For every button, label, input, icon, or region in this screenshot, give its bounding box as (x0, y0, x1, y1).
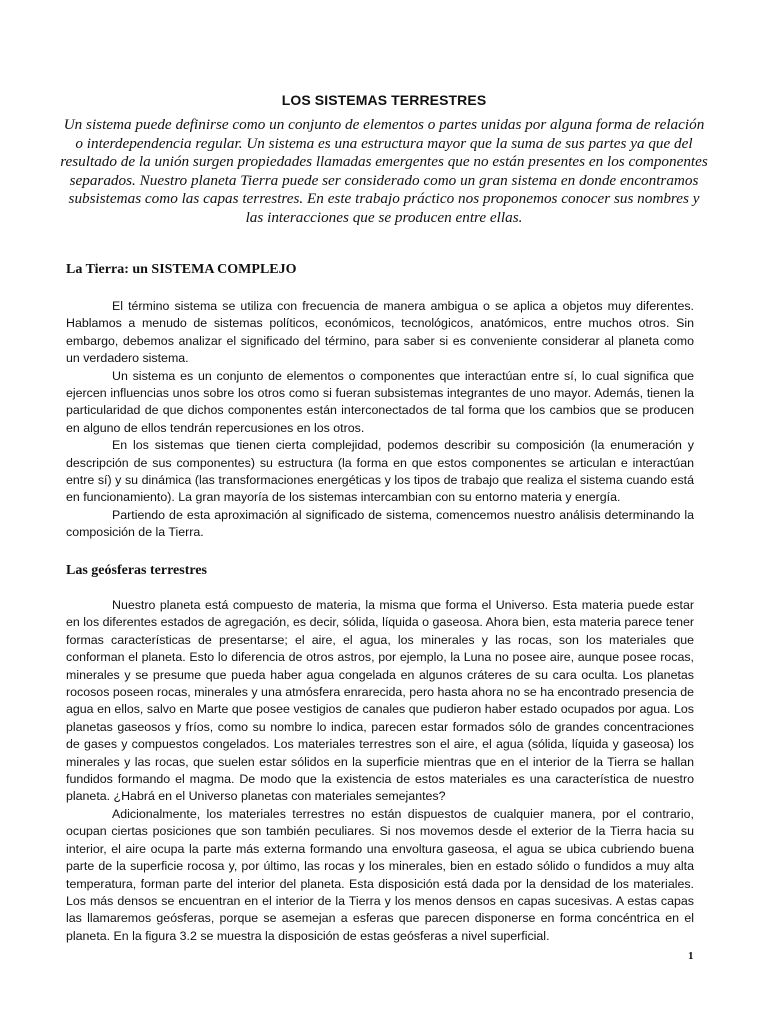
intro-paragraph: Un sistema puede definirse como un conjunto de elementos o partes unidas por alguna forma de relación o interdependencia regular. Un sistema es una estructura mayor que la suma de sus partes ya que del resultado de la unión surgen propiedades llamadas emergentes que no están presentes en los componentes separados. Nuestro planeta Tierra puede ser considerado como un gran sistema en donde encontramos subsistemas como las capas terrestres. En este trabajo práctico nos proponemos conocer sus nombres y las interacciones que se producen entre ellas. (60, 116, 708, 226)
section-heading-sistema-complejo: La Tierra: un SISTEMA COMPLEJO (66, 262, 297, 277)
paragraph: El término sistema se utiliza con frecuencia de manera ambigua o se aplica a objetos muy diferentes. Hablamos a menudo de sistemas políticos, económicos, tecnológicos, anatómicos, entre muchos otros. Sin embargo, debemos analizar el significado del término, para saber si es conveniente considerar al planeta como un verdadero sistema. (66, 299, 694, 366)
section-body-geosferas (66, 597, 694, 945)
document-title: LOS SISTEMAS TERRESTRES (281, 92, 487, 108)
section-body-sistema-complejo (66, 298, 694, 542)
section-heading-geosferas: Las geósferas terrestres (66, 563, 207, 578)
paragraph: Adicionalmente, los materiales terrestres no están dispuestos de cualquier manera, por el contrario, ocupan ciertas posiciones que son también peculiares. Si nos movemos desde el exterior de la Tierra hacia su interior, el aire ocupa la parte más externa formando una envoltura gaseosa, el agua se ubica cubriendo buena parte de la superficie rocosa y, por último, las rocas y los minerales, bien en estado sólido o fundidos a muy alta temperatura, forman parte del interior del planeta. Esta disposición está dada por la densidad de los materiales. Los más densos se encuentran en el interior de la Tierra y los menos densos en capas sucesivas. A estas capas las llamaremos geósferas, porque se asemejan a esferas que parecen disponerse en forma concéntrica en el planeta. En la figura 3.2 se muestra la disposición de estas geósferas a nivel superficial. (66, 806, 694, 943)
paragraph: Nuestro planeta está compuesto de materia, la misma que forma el Universo. Esta materia puede estar en los diferentes estados de agregación, es decir, sólida, líquida o gaseosa. Ahora bien, esta materia parece tener formas características de presentarse; el aire, el agua, los minerales y las rocas, son los materiales que conforman el planeta. Esto lo diferencia de otros astros, por ejemplo, la Luna no posee aire, aunque posee rocas, minerales y se presume que pueda haber agua congelada en algunos cráteres de su cara oculta. Los planetas rocosos poseen rocas, minerales y una atmósfera enrarecida, pero hasta ahora no se ha encontrado presencia de agua en ellos, salvo en Marte que posee vestigios de canales que pudieron haber estado ocupados por agua. Los planetas gaseosos y fríos, como su nombre lo indica, parecen estar formados sólo de grandes concentraciones de gases y compuestos congelados. Los materiales terrestres son el aire, el agua (sólida, líquida y gaseosa) los minerales y las rocas, que suelen estar sólidos en la superficie mientras que en el interior de la Tierra se hallan fundidos formando el magma. De modo que la existencia de estos materiales es una característica de nuestro planeta. ¿Habrá en el Universo planetas con materiales semejantes? (66, 598, 694, 804)
page-number: 1 (688, 950, 694, 962)
paragraph: En los sistemas que tienen cierta complejidad, podemos describir su composición (la enumeración y descripción de sus componentes) su estructura (la forma en que estos componentes se articulan e interactúan entre sí) y su dinámica (las transformaciones energéticas y los tipos de trabajo que realiza el sistema cuando está en funcionamiento). La gran mayoría de los sistemas intercambian con su entorno materia y energía. (66, 438, 694, 505)
paragraph: Un sistema es un conjunto de elementos o componentes que interactúan entre sí, lo cual significa que ejercen influencias unos sobre los otros como si fueran subsistemas integrantes de uno mayor. Además, tienen la particularidad de que dichos componentes están interconectados de tal forma que los cambios que se producen en alguno de ellos tendrán repercusiones en los otros. (66, 368, 694, 435)
paragraph: Partiendo de esta aproximación al significado de sistema, comencemos nuestro análisis determinando la composición de la Tierra. (66, 507, 694, 540)
